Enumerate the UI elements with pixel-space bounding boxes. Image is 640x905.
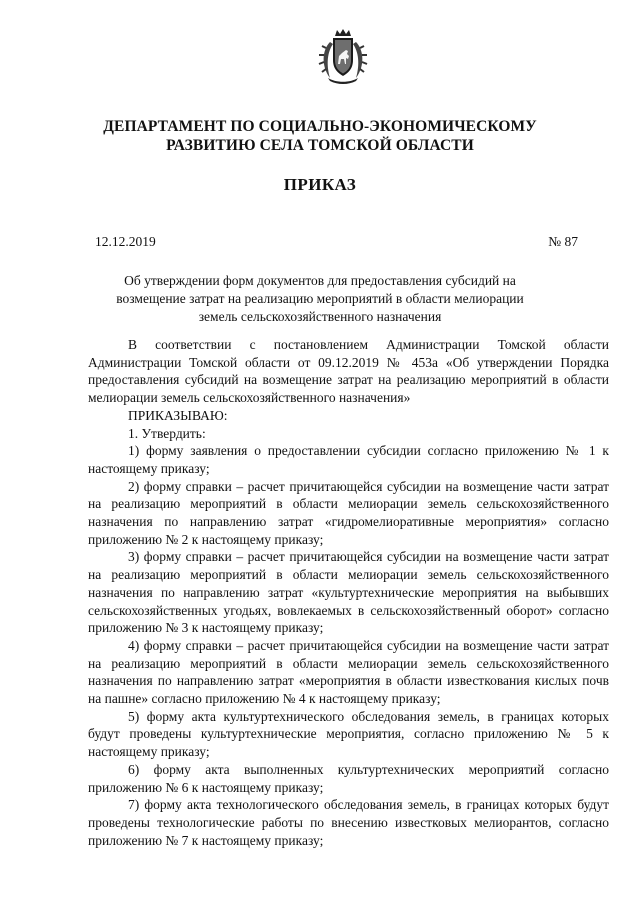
subitem: 7) форму акта технологического обследования земель, в границах которых будут проведены технологические работы по внесению известковых мелиорантов, согласно приложению № 7 к настоящему приказу; xyxy=(88,797,609,848)
order-subject: Об утверждении форм документов для предоставления субсидий на возмещение затрат на реализацию мероприятий в области мелиорации земель сельскохозяйственного назначения xyxy=(116,273,524,324)
subitem: 2) форму справки – расчет причитающейся субсидии на возмещение части затрат на реализацию мероприятий в области мелиорации земель сельскохозяйственного назначения по направлению затрат «гидромелиоративные мероприятия» согласно приложению № 2 к настоящему приказу; xyxy=(88,478,609,547)
document-type-title: ПРИКАЗ xyxy=(283,175,357,194)
subitem: 5) форму акта культуртехнического обследования земель, в границах которых будут проведены культуртехнические мероприятия, согласно приложению № 5 к настоящему приказу; xyxy=(88,708,609,760)
order-word: ПРИКАЗЫВАЮ: xyxy=(128,407,228,423)
subitem: 4) форму справки – расчет причитающейся субсидии на возмещение части затрат на реализацию мероприятий в области мелиорации земель сельскохозяйственного назначения по направлению затрат «мероприятия в области известкования кислых почв на пашне» согласно приложению № 4 к настоящему приказу; xyxy=(88,637,609,707)
order-number: № 87 xyxy=(548,234,578,249)
subitem: 1) форму заявления о предоставлении субсидии согласно приложению № 1 к настоящему приказу; xyxy=(88,443,609,476)
tomsk-region-coat-of-arms-icon xyxy=(318,28,368,86)
subitem: 6) форму акта выполненных культуртехнических мероприятий согласно приложению № 6 к настоящему приказу; xyxy=(88,761,609,795)
order-body xyxy=(88,336,609,849)
subitem: 3) форму справки – расчет причитающейся субсидии на возмещение части затрат на реализацию мероприятий в области мелиорации земель сельскохозяйственного назначения по направлению затрат «культуртехнические мероприятия на выбывших сельскохозяйственных угодьях, вовлекаемых в сельскохозяйственный оборот» согласно приложению № 3 к настоящему приказу; xyxy=(88,549,609,636)
department-name-line1: ДЕПАРТАМЕНТ ПО СОЦИАЛЬНО-ЭКОНОМИЧЕСКОМУ xyxy=(103,118,537,135)
item-1: 1. Утвердить: xyxy=(128,425,206,441)
order-date: 12.12.2019 xyxy=(95,234,156,249)
department-name-line2: РАЗВИТИЮ СЕЛА ТОМСКОЙ ОБЛАСТИ xyxy=(166,137,474,154)
preamble-paragraph: В соответствии с постановлением Администрации Томской области Администрации Томской области от 09.12.2019 № 453а «Об утверждении Порядка предоставления субсидий на возмещение затрат на реализацию мероприятий в области мелиорации земель сельскохозяйственного назначения» xyxy=(88,337,609,406)
